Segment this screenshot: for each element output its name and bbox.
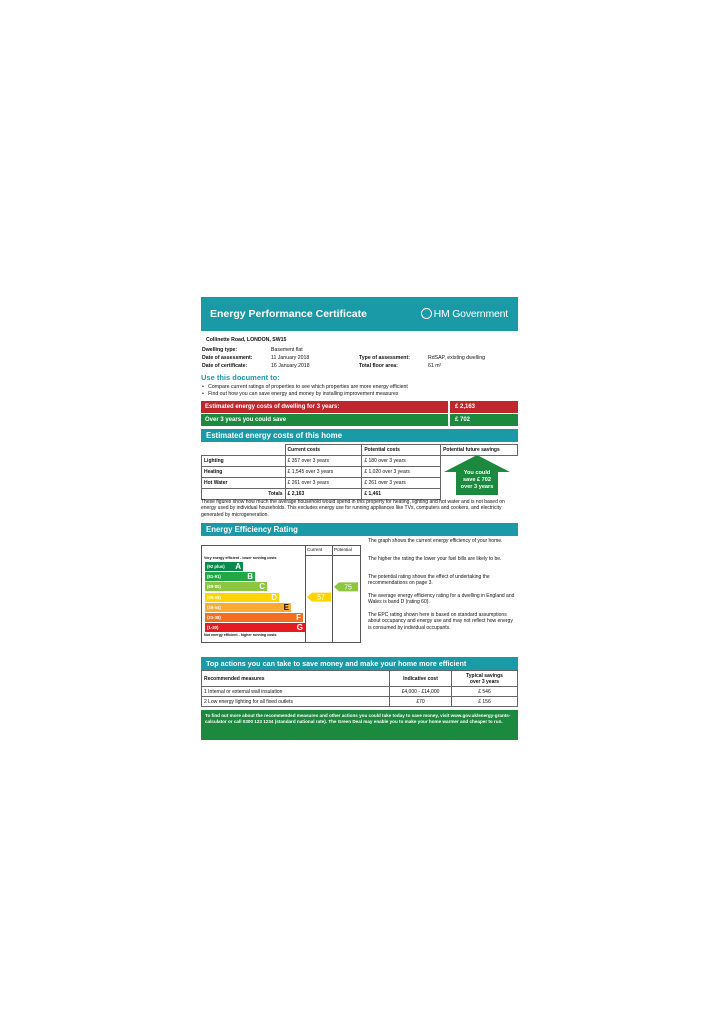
rating-text-2: The higher the rating the lower your fuel bills are likely to be. [368,556,502,562]
hm-government-logo [421,308,508,320]
floor-area-value: 61 m² [428,363,442,369]
property-address: Collinette Road, LONDON, SW15 [206,337,287,343]
rating-band-f: (21-38) F [207,613,301,622]
crest-icon [421,308,432,319]
efficiency-rating-chart [201,545,361,643]
assessment-type-value: RdSAP, existing dwelling [428,355,485,361]
totals-row: Totals £ 2,163 £ 1,461 [202,489,518,500]
inefficient-note: Not energy efficient - higher running costs [204,633,277,637]
energy-costs-heading: Estimated energy costs of this home [201,429,518,442]
rating-text-5: The EPC rating shown here is based on standard assumptions about occupancy and energy use and may not reflect how energy is consumed by individual occupants. [368,612,513,631]
efficiency-rating-heading: Energy Efficiency Rating [201,523,518,536]
certificate-date-value: 16 January 2018 [271,363,310,369]
logo-text: HM Government [433,308,508,320]
estimated-cost-label: Estimated energy costs of dwelling for 3 years: [205,404,340,410]
current-column-header: Current [307,547,323,552]
efficient-note: Very energy efficient - lower running costs [204,556,277,560]
costs-note: These figures show how much the average household would spend in this property for heating, lighting and hot water and is not based on energy used by individual households. This excludes energy use for running appliances like TVs, computers and cookers, and electricity generated by microgeneration. [201,499,505,518]
footer-info: To find out more about the recommended measures and other actions you could take today to save money, visit www.gov.uk/energy-grants-calculator or call 0300 123 1234 (standard national rate). The Green Deal may enable you to make your home warmer and cheaper to run. [201,710,518,740]
potential-costs-header: Potential costs [362,445,441,456]
table-row: Lighting £ 357 over 3 years £ 180 over 3 years [202,456,518,467]
rating-band-g: (1-20) G [207,623,303,633]
epc-document [201,297,518,740]
rating-band-a: (92 plus) A [207,562,241,571]
savings-value: £ 702 [448,414,470,426]
estimated-cost-bar [201,401,518,413]
table-row: Hot Water £ 261 over 3 years £ 261 over 3 years [202,478,518,489]
estimated-cost-value: £ 2,163 [448,401,475,413]
table-row: 2 Low energy lighting for all fixed outlets £70 £ 156 [202,697,518,707]
dwelling-type-label: Dwelling type: [202,347,238,353]
table-row: Heating £ 1,545 over 3 years £ 1,020 over 3 years [202,467,518,478]
floor-area-label: Total floor area: [359,363,398,369]
assessment-type-label: Type of assessment: [359,355,410,361]
use-bullet-1: • Compare current ratings of properties to see which properties are more energy efficient [202,384,408,390]
measures-header: Recommended measures [202,671,390,687]
rating-band-d: (55-68) D [207,592,277,602]
top-actions-heading: Top actions you can take to save money and make your home more efficient [201,657,518,670]
current-rating-pointer [307,593,331,602]
savings-bar [201,414,518,426]
rating-text-3: The potential rating shows the effect of undertaking the recommendations on page 3. [368,574,490,587]
rating-band-c: (69-80) C [207,582,265,592]
rating-text-4: The average energy efficiency rating for a dwelling in England and Wales is band D (rating 60). [368,593,515,606]
certificate-header [201,297,518,331]
savings-arrow-text: You could save £ 702 over 3 years [460,470,494,490]
certificate-title: Energy Performance Certificate [210,308,367,320]
assessment-date-label: Date of assessment: [202,355,253,361]
svg-text:57: 57 [317,594,325,602]
rating-text-1: The graph shows the current energy efficiency of your home. [368,538,503,544]
use-bullet-2: • Find out how you can save energy and money by installing improvement measures [202,391,399,397]
use-document-heading: Use this document to: [201,373,280,382]
future-savings-header: Potential future savings [441,445,518,456]
potential-rating-pointer [334,582,358,591]
dwelling-type-value: Basement flat [271,347,303,353]
savings-label: Over 3 years you could save [205,417,287,423]
table-row: 1 Internal or external wall insulation £4,000 - £14,000 £ 546 [202,687,518,697]
rating-band-e: (39-54) E [207,602,289,612]
assessment-date-value: 11 January 2018 [271,355,310,361]
recommended-measures-table [201,670,518,707]
current-costs-header: Current costs [285,445,362,456]
svg-text:75: 75 [344,584,352,592]
cost-header: Indicative cost [390,671,452,687]
certificate-date-label: Date of certificate: [202,363,248,369]
savings-header: Typical savings over 3 years [452,671,518,687]
rating-band-b: (81-91) B [207,572,253,582]
potential-column-header: Potential [334,547,352,552]
